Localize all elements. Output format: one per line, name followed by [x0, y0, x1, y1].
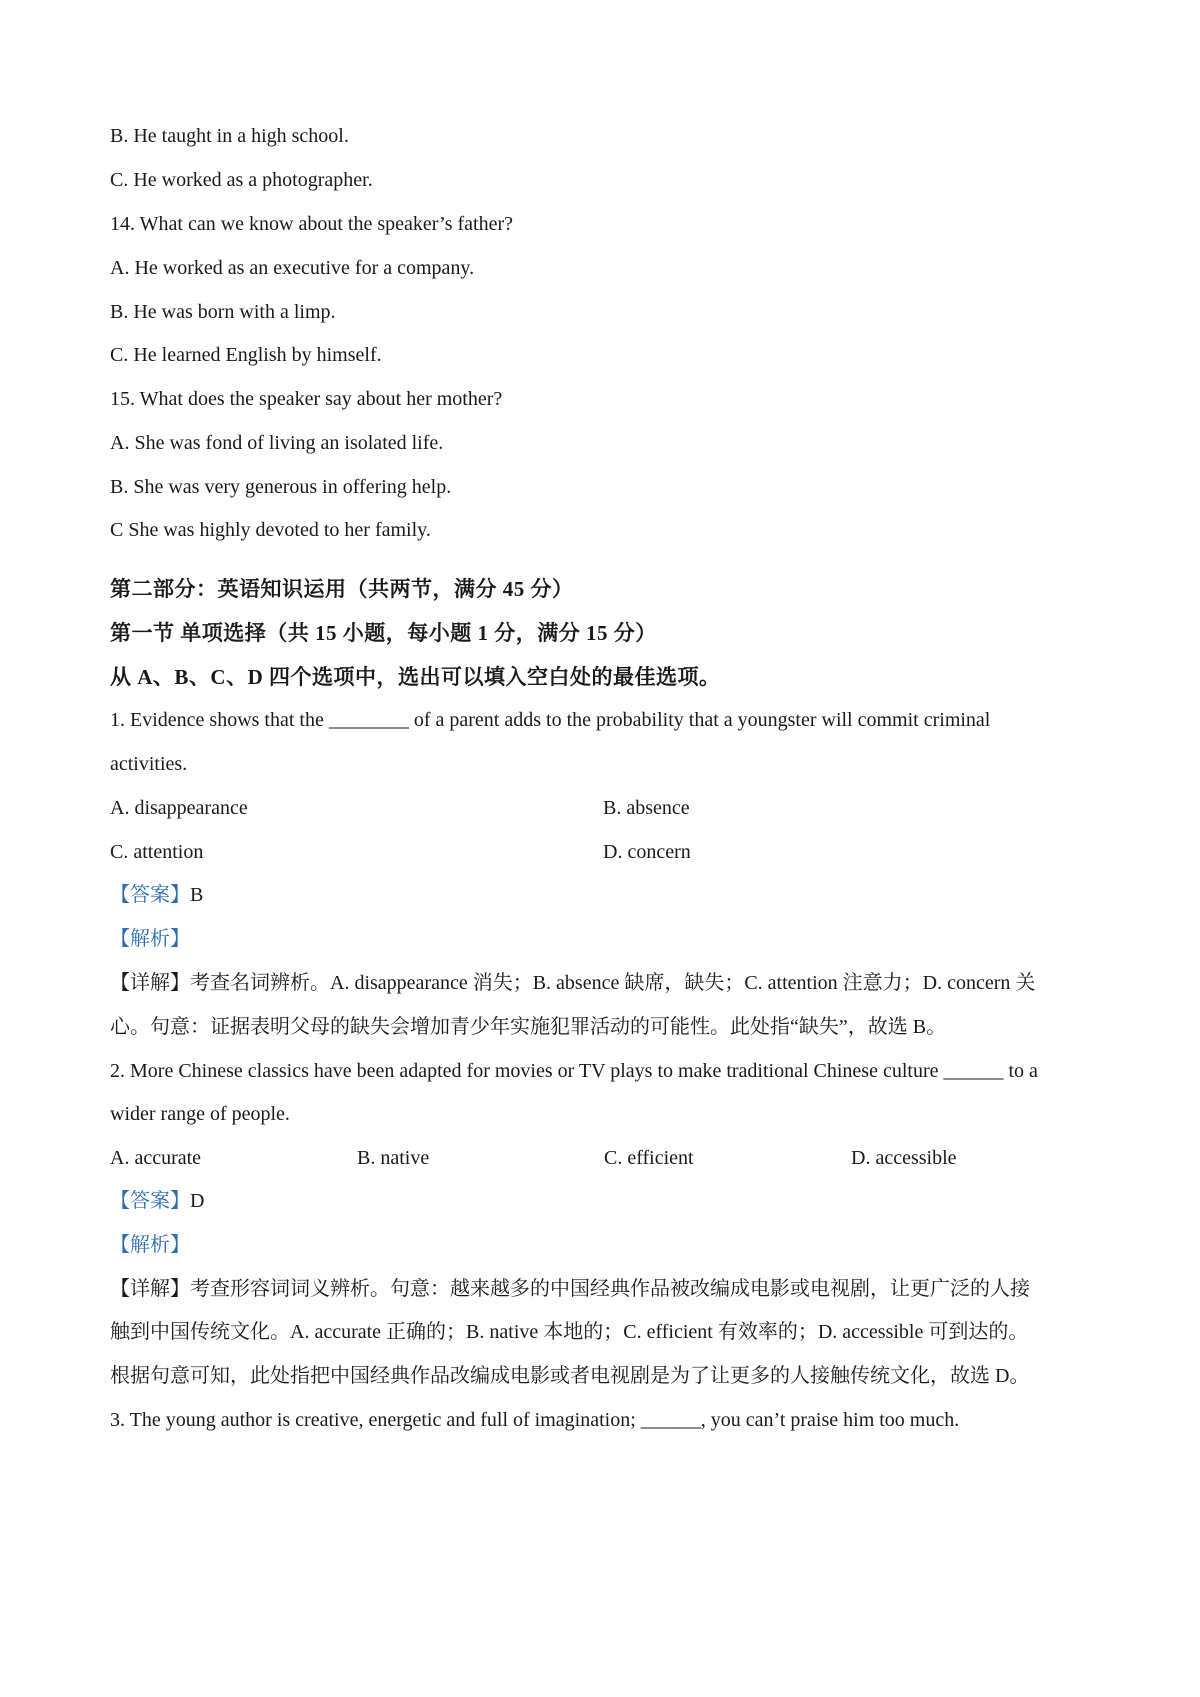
q1-option-c: C. attention [110, 841, 204, 863]
answer-value: B [190, 884, 204, 906]
q1-stem-line2: activities. [110, 753, 188, 775]
q2-detail-line1 [110, 1275, 1100, 1303]
q2-option-d: D. accessible [851, 1147, 957, 1169]
q2-detail-line2: 触到中国传统文化。A. accurate 正确的；B. native 本地的；C. efficient 有效率的；D. accessible 可到达的。 [110, 1321, 1029, 1343]
q1-stem-line1: 1. Evidence shows that the ________ of a parent adds to the probability that a youngster will commit criminal [110, 709, 991, 731]
q1-detail-line2: 心。句意：证据表明父母的缺失会增加青少年实施犯罪活动的可能性。此处指“缺失”，故选 B。 [110, 1016, 947, 1038]
q15-stem: 15. What does the speaker say about her mother? [110, 388, 503, 410]
q1-option-a: A. disappearance [110, 797, 248, 819]
q2-option-b: B. native [357, 1147, 430, 1169]
detail-tag: 【详解】 [110, 972, 190, 994]
q14-option-b: B. He was born with a limp. [110, 301, 336, 323]
section1-instruction: 从 A、B、C、D 四个选项中，选出可以填入空白处的最佳选项。 [110, 665, 721, 689]
q2-stem-line1: 2. More Chinese classics have been adapted for movies or TV plays to make traditional Chinese culture ______ to a [110, 1060, 1038, 1082]
q13-option-b: B. He taught in a high school. [110, 125, 349, 147]
q2-stem-line2: wider range of people. [110, 1103, 290, 1125]
part2-title: 第二部分：英语知识运用（共两节，满分 45 分） [110, 577, 574, 601]
q1-detail-line1 [110, 969, 1100, 997]
q15-option-a: A. She was fond of living an isolated life. [110, 432, 444, 454]
detail-text: 考查名词辨析。A. disappearance 消失；B. absence 缺席，缺失；C. attention 注意力；D. concern 关 [190, 972, 1036, 994]
q1-analysis-tag: 【解析】 [110, 928, 190, 950]
q1-option-b: B. absence [603, 797, 690, 819]
answer-value: D [190, 1190, 205, 1212]
q15-option-b: B. She was very generous in offering help. [110, 476, 452, 498]
section1-title: 第一节 单项选择（共 15 小题，每小题 1 分，满分 15 分） [110, 621, 657, 645]
q13-option-c: C. He worked as a photographer. [110, 169, 373, 191]
q2-option-c: C. efficient [604, 1147, 694, 1169]
q1-option-d: D. concern [603, 841, 691, 863]
q2-analysis-tag: 【解析】 [110, 1234, 190, 1256]
detail-tag: 【详解】 [110, 1278, 190, 1300]
q2-option-a: A. accurate [110, 1147, 202, 1169]
q14-option-a: A. He worked as an executive for a company. [110, 257, 475, 279]
answer-tag: 【答案】 [110, 884, 190, 906]
q2-detail-line3: 根据句意可知，此处指把中国经典作品改编成电影或者电视剧是为了让更多的人接触传统文化，故选 D。 [110, 1365, 1030, 1387]
q2-answer [110, 1187, 1100, 1215]
q3-stem: 3. The young author is creative, energetic and full of imagination; ______, you can’t praise him too much. [110, 1409, 960, 1431]
q1-options-row2 [110, 838, 1100, 866]
q15-option-c: C She was highly devoted to her family. [110, 519, 431, 541]
q14-stem: 14. What can we know about the speaker’s father? [110, 213, 513, 235]
q1-answer [110, 881, 1100, 909]
q14-option-c: C. He learned English by himself. [110, 344, 382, 366]
q1-options-row1 [110, 794, 1100, 822]
detail-text: 考查形容词词义辨析。句意：越来越多的中国经典作品被改编成电影或电视剧，让更广泛的人接 [190, 1278, 1030, 1300]
q2-options-row [110, 1144, 1100, 1172]
answer-tag: 【答案】 [110, 1190, 190, 1212]
